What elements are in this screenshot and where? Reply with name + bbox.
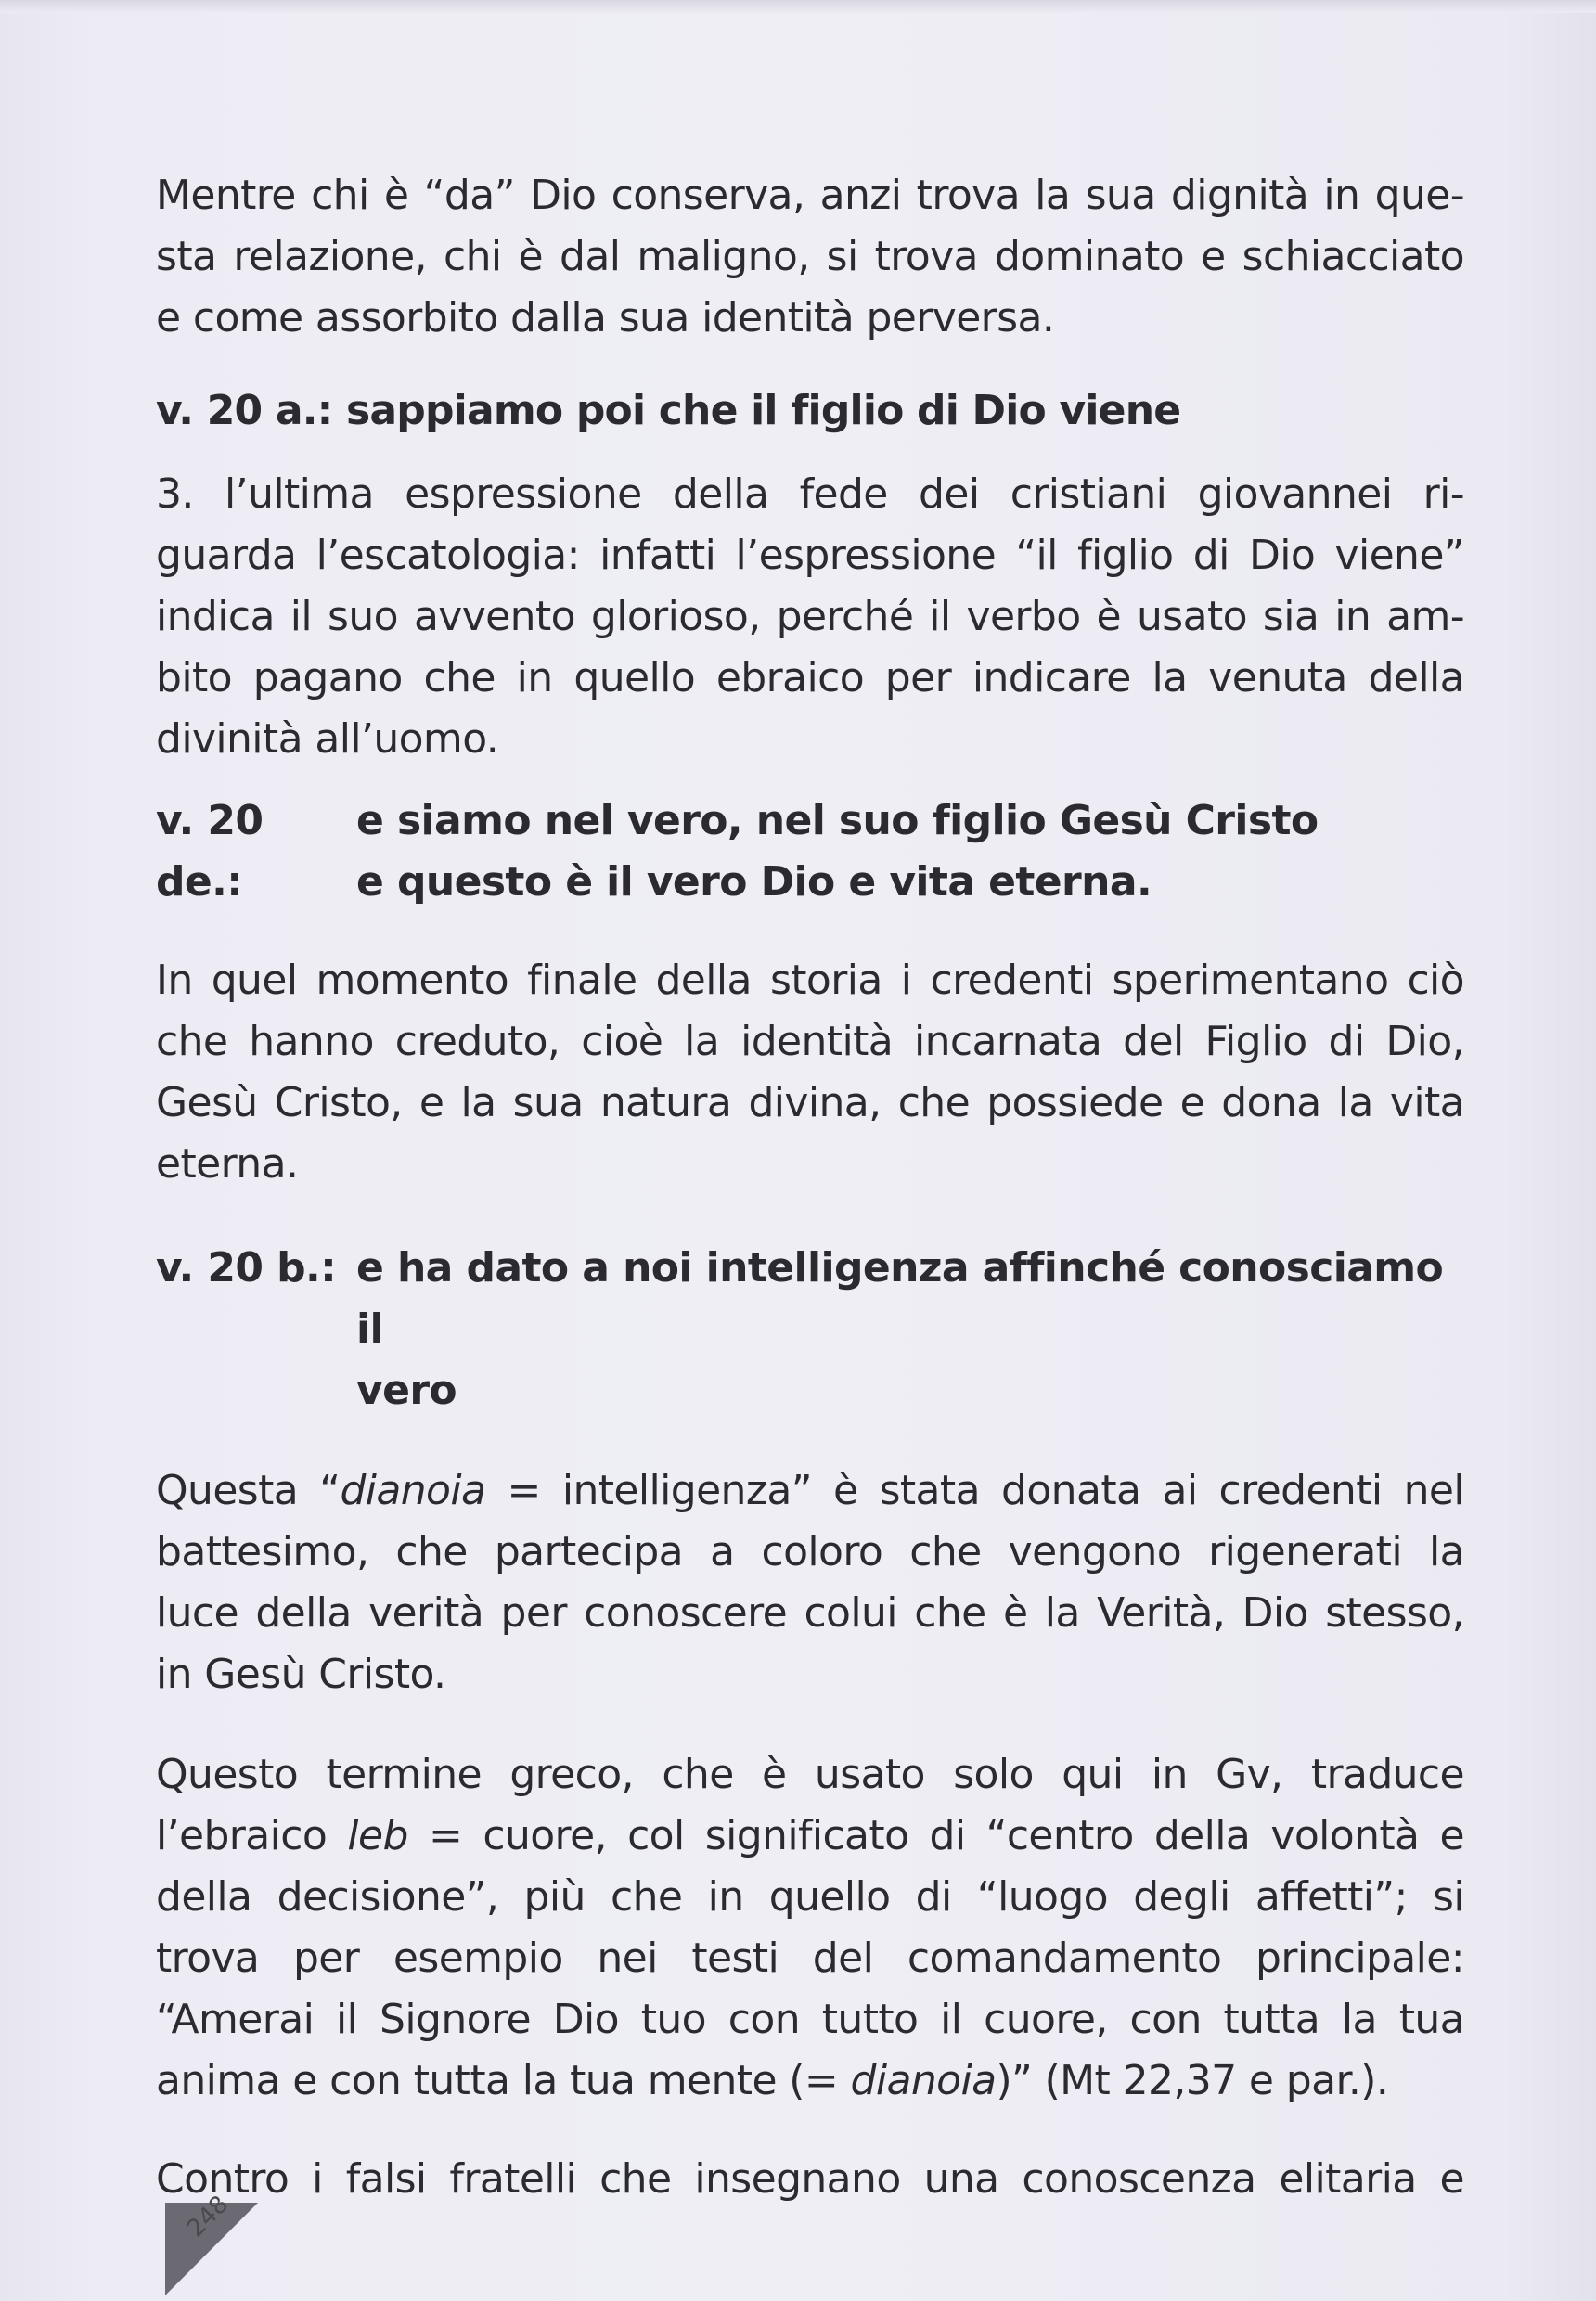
page-top-edge — [0, 0, 1596, 13]
text-line: 3. l’ultima espressione della fede dei cristiani giovannei ri- — [156, 470, 1464, 518]
text-line: Questo termine greco, che è usato solo qui in Gv, traduce — [156, 1751, 1464, 1798]
verse-reference: v. 20 de.: — [156, 797, 264, 906]
verse-text — [356, 1238, 1464, 1421]
text-line: l’ebraico leb = cuore, col significato di “centro della volontà e — [156, 1812, 1465, 1859]
text-line: battesimo, che partecipa a coloro che vengono rigenerati la — [156, 1528, 1464, 1575]
text-line: In quel momento finale della storia i credenti sperimentano ciò — [156, 957, 1464, 1004]
text-line: divinità all’uomo. — [156, 715, 499, 763]
verse-line: e siamo nel vero, nel suo figlio Gesù Cristo — [356, 797, 1319, 844]
paragraph-2 — [156, 464, 1464, 770]
verse-text — [356, 791, 1319, 913]
verse-heading-20de — [156, 791, 1464, 913]
text-line: bito pagano che in quello ebraico per indicare la venuta della — [156, 654, 1464, 701]
main-text — [156, 165, 1464, 2210]
text-line: in Gesù Cristo. — [156, 1651, 446, 1698]
verse-reference: v. 20 b.: — [156, 1244, 337, 1292]
text-line: Contro i falsi fratelli che insegnano una conoscenza elitaria e — [156, 2155, 1464, 2203]
paragraph-1 — [156, 165, 1464, 349]
text-line: sta relazione, chi è dal maligno, si trova dominato e schiacciato — [156, 233, 1464, 280]
text-line: che hanno creduto, cioè la identità incarnata del Figlio di Dio, — [156, 1018, 1464, 1065]
text-line: luce della verità per conoscere colui che è la Verità, Dio stesso, — [156, 1589, 1464, 1637]
verse-heading-20b — [156, 1238, 1464, 1421]
text-line: indica il suo avvento glorioso, perché il verbo è usato sia in am- — [156, 593, 1464, 640]
text-line: anima e con tutta la tua mente (= dianoia)” (Mt 22,37 e par.). — [156, 2057, 1389, 2104]
paragraph-3 — [156, 950, 1464, 1195]
text-line: Questa “dianoia = intelligenza” è stata donata ai credenti nel — [156, 1467, 1464, 1514]
verse-heading-20a: v. 20 a.: sappiamo poi che il figlio di Dio viene — [156, 387, 1181, 434]
text-line: Gesù Cristo, e la sua natura divina, che possiede e dona la vita — [156, 1079, 1464, 1126]
text-line: guarda l’escatologia: infatti l’espressione “il figlio di Dio viene” — [156, 532, 1464, 579]
text-line: “Amerai il Signore Dio tuo con tutto il cuore, con tutta la tua — [156, 1996, 1464, 2043]
text-line: trova per esempio nei testi del comandamento principale: — [156, 1935, 1464, 1982]
paragraph-6 — [156, 2149, 1464, 2210]
paragraph-4 — [156, 1460, 1464, 1705]
text-line: e come assorbito dalla sua identità perversa. — [156, 294, 1055, 341]
text-line: della decisione”, più che in quello di “luogo degli affetti”; si — [156, 1873, 1464, 1921]
page-number: 248 — [182, 2190, 235, 2243]
text-line: Mentre chi è “da” Dio conserva, anzi trova la sua dignità in que- — [156, 172, 1464, 219]
verse-line: e ha dato a noi intelligenza affinché conosciamo il — [356, 1244, 1444, 1353]
text-line: eterna. — [156, 1140, 299, 1188]
verse-line: vero — [356, 1367, 457, 1414]
verse-line: e questo è il vero Dio e vita eterna. — [356, 858, 1152, 906]
paragraph-5 — [156, 1744, 1464, 2112]
